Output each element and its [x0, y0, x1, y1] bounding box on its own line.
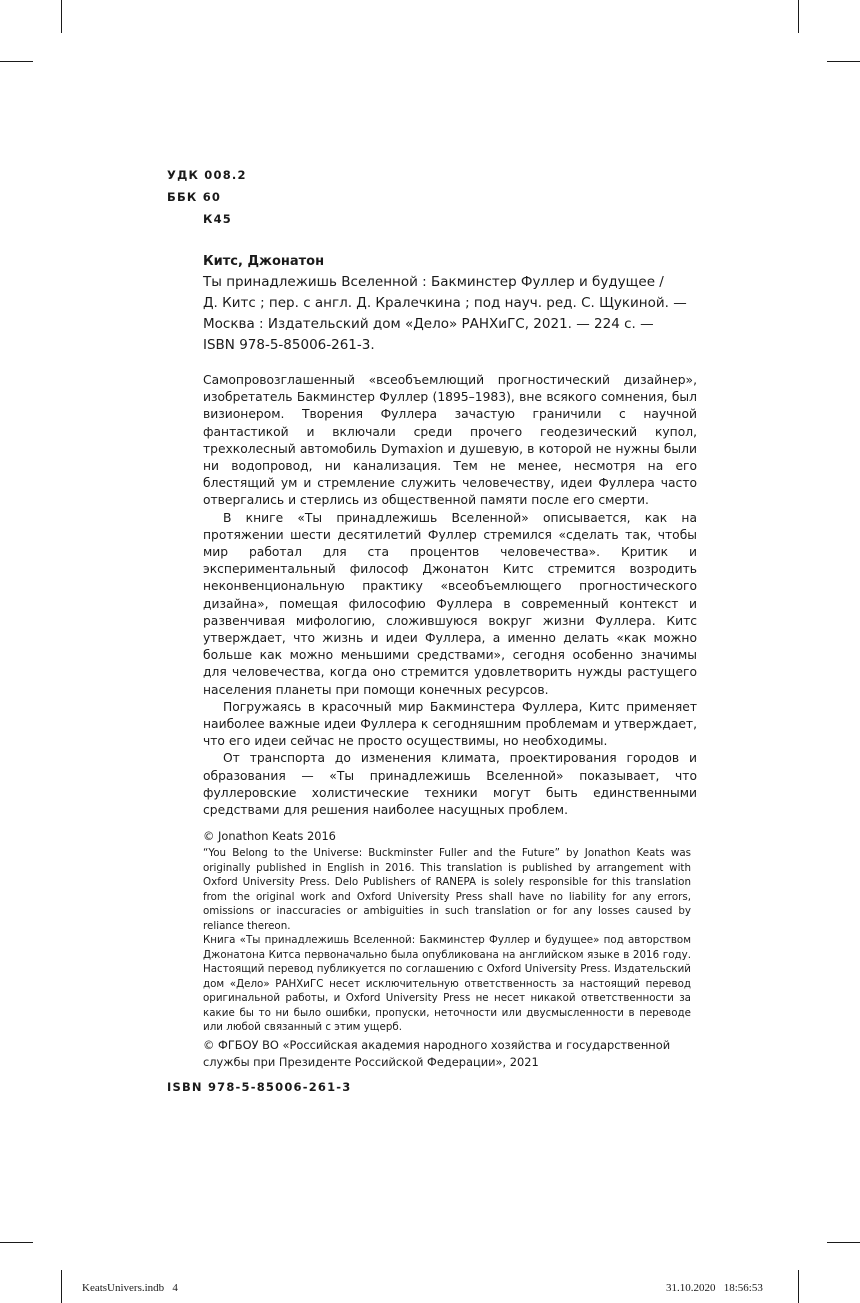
slug-date: 31.10.2020 18:56:53 [666, 1282, 763, 1294]
catalog-line: ISBN 978-5-85006-261-3. [203, 337, 375, 353]
abstract-paragraph: Самопровозглашенный «всеобъемлющий прогностический дизайнер», изобретатель Бакминстер Фуллер (1895–1983), вне всякого сомнения, был визионером. Творения Фуллера зачастую граничили с научной фантастикой и включали среди прочего геодезический купол, трехколесный автомобиль Dymaxion и душевую, в которой не нужны были ни водопровод, ни канализация. Тем не менее, несмотря на его блестящий ум и стремление служить человечеству, идеи Фуллера часто отвергались и стерлись из общественной памяти после его смерти. [203, 373, 697, 508]
crop-mark-top-right [798, 0, 799, 33]
crop-mark-left-bottom [0, 1242, 33, 1243]
publisher-copyright: © ФГБОУ ВО «Российская академия народного хозяйства и государственной службы при Президенте Российской Федерации», 2021 [203, 1037, 671, 1069]
crop-mark-bottom-left [61, 1270, 62, 1303]
author-mark: К45 [203, 212, 233, 226]
abstract [203, 372, 697, 819]
copyright-block [203, 828, 691, 1071]
crop-mark-top-left [61, 0, 62, 33]
english-rights-notice: “You Belong to the Universe: Buckminster Fuller and the Future” by Jonathon Keats was originally published in English in 2016. This translation is published by arrangement with Oxford University Press. Delo Publishers of RANEPA is solely responsible for this translation from the original work and Oxford University Press shall have no liability for any errors, omissions or inaccuracies or ambiguities in such translation or for any losses caused by reliance thereon. [203, 847, 691, 932]
crop-mark-left-top [0, 61, 33, 62]
udk-code: УДК 008.2 [167, 168, 247, 182]
abstract-paragraph: Погружаясь в красочный мир Бакминстера Фуллера, Китс применяет наиболее важные идеи Фуллера к сегодняшним проблемам и утверждает, что его идеи сейчас не просто осуществимы, но необходимы. [203, 699, 697, 749]
russian-rights-notice: Книга «Ты принадлежишь Вселенной: Бакминстер Фуллер и будущее» под авторством Джонатона Китса первоначально была опубликована на английском языке в 2016 году. Настоящий перевод публикуется по соглашению с Oxford University Press. Издательский дом «Дело» РАНХиГС несет исключительную ответственность за настоящий перевод оригинальной работы, и Oxford University Press не несет никакой ответственности за какие бы то ни было ошибки, пропуски, неточности или двусмысленности в переводе или любой связанный с этим ущерб. [203, 934, 691, 1033]
catalog-line: Д. Китс ; пер. с англ. Д. Кралечкина ; под науч. ред. С. Щукиной. — [203, 295, 687, 311]
crop-mark-right-top [827, 61, 860, 62]
bbk-code: ББК 60 [167, 190, 222, 204]
isbn: ISBN 978-5-85006-261-3 [167, 1080, 352, 1094]
abstract-paragraph: В книге «Ты принадлежишь Вселенной» описывается, как на протяжении шести десятилетий Фуллер стремился «сделать так, чтобы мир работал для ста процентов человечества». Критик и экспериментальный философ Джонатон Китс стремится возродить неконвенциональную практику «всеобъемлющего прогностического дизайна», помещая философию Фуллера в современный контекст и развенчивая мифологию, сложившуюся вокруг жизни Фуллера. Китс утверждает, что жизнь и идеи Фуллера, а именно делать «как можно больше как можно меньшими средствами», сегодня особенно значимы для человечества, когда оно стремится удовлетворить нужды растущего населения планеты при помощи конечных ресурсов. [203, 510, 697, 697]
abstract-paragraph: От транспорта до изменения климата, проектирования городов и образования — «Ты принадлежишь Вселенной» показывает, что фуллеровские холистические техники могут быть единственными средствами для решения наиболее насущных проблем. [203, 751, 697, 818]
crop-mark-bottom-right [798, 1270, 799, 1303]
slug-file: KeatsUnivers.indb 4 [82, 1282, 178, 1294]
catalog-record [203, 272, 703, 356]
copyright-holder: © Jonathon Keats 2016 [203, 829, 336, 843]
catalog-line: Москва : Издательский дом «Дело» РАНХиГС, 2021. — 224 с. — [203, 316, 654, 332]
catalog-author: Китс, Джонатон [203, 254, 325, 269]
crop-mark-right-bottom [827, 1242, 860, 1243]
catalog-line: Ты принадлежишь Вселенной : Бакминстер Фуллер и будущее / [203, 274, 664, 290]
